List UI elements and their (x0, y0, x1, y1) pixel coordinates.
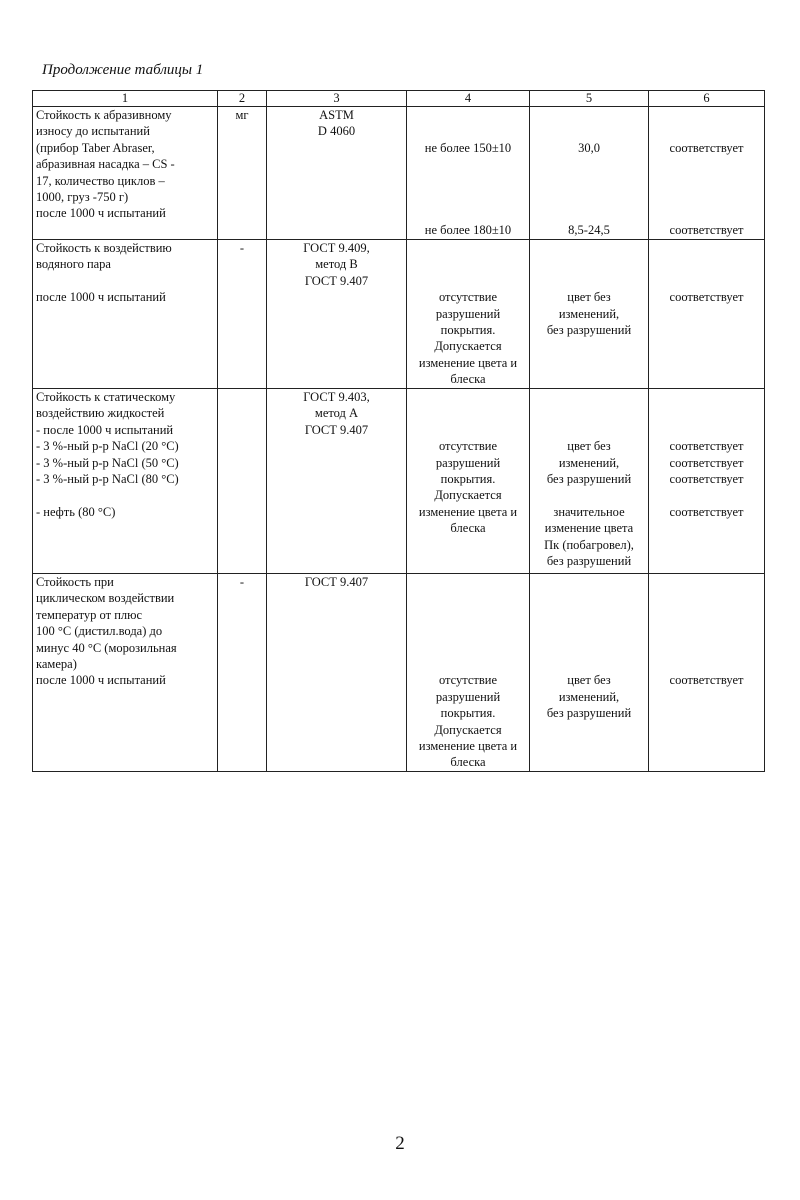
cell-line: ГОСТ 9.407 (304, 575, 369, 589)
cell-line: не более 150±10 (424, 140, 512, 155)
result-cell (530, 240, 649, 389)
cell-line: цвет без (567, 439, 611, 454)
cell-line: водяного пара (36, 257, 111, 272)
cell-line (410, 256, 526, 272)
unit-cell (218, 240, 267, 389)
cell-line: изменение цвета и (418, 739, 518, 754)
cell-line (533, 623, 645, 639)
cell-line (533, 656, 645, 672)
cell-line: циклическом воздействии (36, 591, 175, 606)
cell-line: 30,0 (578, 140, 600, 155)
cell-line: Допускается (434, 339, 502, 354)
cell-line (221, 389, 263, 405)
page-number: 2 (395, 1133, 405, 1154)
cell-line (533, 189, 645, 205)
property-cell (33, 107, 218, 240)
cell-line: 8,5-24,5 (568, 222, 610, 237)
cell-line: цвет без (567, 290, 611, 305)
cell-line: Стойкость к воздействию (36, 241, 172, 255)
cell-line: после 1000 ч испытаний (36, 673, 166, 688)
cell-line: после 1000 ч испытаний (36, 290, 166, 305)
cell-line: покрытия. (440, 706, 496, 721)
cell-line (652, 405, 761, 421)
cell-line: без разрушений (546, 554, 632, 569)
cell-line: Стойкость при (36, 575, 114, 589)
table-caption: Продолжение таблицы 1 (42, 62, 204, 78)
cell-line (652, 156, 761, 172)
cell-line: без разрушений (546, 706, 632, 721)
cell-line: Допускается (434, 488, 502, 503)
cell-line: без разрушений (546, 323, 632, 338)
cell-line (652, 107, 761, 123)
cell-line (652, 487, 761, 503)
requirement-cell (407, 389, 530, 574)
cell-line (533, 405, 645, 421)
cell-line: после 1000 ч испытаний (36, 206, 166, 221)
cell-line (36, 273, 214, 289)
conformity-cell (649, 574, 765, 772)
cell-line: блеска (450, 755, 486, 770)
cell-line: мг (235, 108, 249, 122)
property-cell (33, 240, 218, 389)
cell-line: ASTM (319, 108, 354, 122)
cell-line (410, 156, 526, 172)
cell-line: 17, количество циклов – (36, 173, 165, 188)
cell-line: покрытия. (440, 472, 496, 487)
cell-line: метод А (314, 406, 359, 421)
conformity-cell (649, 240, 765, 389)
cell-line (652, 574, 761, 590)
cell-line (533, 422, 645, 438)
cell-line: соответствует (669, 140, 744, 155)
property-cell (33, 389, 218, 574)
cell-line: Пк (побагровел), (544, 537, 634, 552)
cell-line (410, 273, 526, 289)
cell-line: камера) (36, 657, 77, 672)
cell-line: отсутствие (438, 673, 498, 688)
cell-line (410, 189, 526, 205)
cell-line (410, 123, 526, 139)
results-table (32, 90, 765, 772)
unit-cell (218, 574, 267, 772)
cell-line (410, 607, 526, 623)
cell-line: D 4060 (317, 124, 356, 139)
cell-line (652, 590, 761, 606)
cell-line: воздействию жидкостей (36, 406, 165, 421)
cell-line: соответствует (669, 439, 744, 454)
cell-line: - (239, 575, 245, 589)
cell-line: - 3 %-ный р-р NaCl (80 °С) (36, 472, 179, 487)
result-cell (530, 107, 649, 240)
cell-line (533, 240, 645, 256)
cell-line: соответствует (669, 290, 744, 305)
cell-line (410, 205, 526, 221)
header-cell: 2 (218, 91, 267, 107)
table-row (33, 574, 765, 772)
cell-line (410, 389, 526, 405)
table-row (33, 389, 765, 574)
table-row (33, 107, 765, 240)
cell-line: соответствует (669, 222, 744, 237)
cell-line: изменение цвета и (418, 355, 518, 370)
cell-line (410, 422, 526, 438)
cell-line: значительное (553, 504, 625, 519)
cell-line: изменений, (558, 306, 620, 321)
cell-line: цвет без (567, 673, 611, 688)
cell-line: блеска (450, 521, 486, 536)
cell-line: (прибор Taber Abraser, (36, 140, 155, 155)
cell-line (410, 173, 526, 189)
cell-line (652, 240, 761, 256)
cell-line: соответствует (669, 472, 744, 487)
cell-line (652, 205, 761, 221)
table-row (33, 240, 765, 389)
cell-line: - нефть (80 °С) (36, 504, 116, 519)
cell-line: минус 40 °С (морозильная (36, 640, 177, 655)
cell-line (652, 256, 761, 272)
header-cell: 6 (649, 91, 765, 107)
cell-line: - (239, 241, 245, 255)
header-cell: 4 (407, 91, 530, 107)
cell-line (533, 590, 645, 606)
result-cell (530, 389, 649, 574)
cell-line: ГОСТ 9.407 (304, 273, 369, 288)
cell-line (652, 607, 761, 623)
cell-line (652, 422, 761, 438)
conformity-cell (649, 389, 765, 574)
cell-line (410, 107, 526, 123)
method-cell (267, 389, 407, 574)
requirement-cell (407, 240, 530, 389)
cell-line: износу до испытаний (36, 124, 150, 139)
cell-line (533, 123, 645, 139)
cell-line: отсутствие (438, 439, 498, 454)
cell-line: разрушений (435, 306, 501, 321)
header-cell: 5 (530, 91, 649, 107)
cell-line: Стойкость к статическому (36, 390, 176, 404)
cell-line: изменение цвета и (418, 504, 518, 519)
cell-line: соответствует (669, 673, 744, 688)
cell-line (533, 389, 645, 405)
cell-line (410, 574, 526, 590)
cell-line (410, 590, 526, 606)
cell-line (410, 623, 526, 639)
cell-line: ГОСТ 9.407 (304, 422, 369, 437)
cell-line: блеска (450, 372, 486, 387)
cell-line (410, 405, 526, 421)
cell-line: изменение цвета (544, 521, 634, 536)
cell-line (652, 189, 761, 205)
cell-line (652, 173, 761, 189)
cell-line: абразивная насадка – CS - (36, 157, 175, 172)
cell-line (652, 389, 761, 405)
cell-line: температур от плюс (36, 607, 143, 622)
cell-line: Допускается (434, 722, 502, 737)
cell-line: 1000, груз -750 г) (36, 190, 129, 205)
cell-line (533, 607, 645, 623)
cell-line: разрушений (435, 689, 501, 704)
cell-line (410, 656, 526, 672)
cell-line (533, 107, 645, 123)
method-cell (267, 240, 407, 389)
cell-line: - 3 %-ный р-р NaCl (20 °С) (36, 439, 179, 454)
requirement-cell (407, 574, 530, 772)
cell-line (533, 205, 645, 221)
cell-line: изменений, (558, 689, 620, 704)
cell-line (410, 240, 526, 256)
cell-line (652, 656, 761, 672)
cell-line (410, 640, 526, 656)
cell-line (652, 623, 761, 639)
cell-line (533, 487, 645, 503)
cell-line: 100 °С (дистил.вода) до (36, 624, 163, 639)
cell-line: - 3 %-ный р-р NaCl (50 °С) (36, 455, 179, 470)
cell-line: покрытия. (440, 323, 496, 338)
cell-line (533, 173, 645, 189)
cell-line: - после 1000 ч испытаний (36, 422, 174, 437)
cell-line (652, 273, 761, 289)
cell-line: без разрушений (546, 472, 632, 487)
method-cell (267, 107, 407, 240)
cell-line (533, 273, 645, 289)
unit-cell (218, 107, 267, 240)
cell-line: соответствует (669, 455, 744, 470)
result-cell (530, 574, 649, 772)
cell-line: соответствует (669, 504, 744, 519)
cell-line (533, 574, 645, 590)
cell-line: ГОСТ 9.403, (303, 390, 370, 404)
cell-line: разрушений (435, 455, 501, 470)
cell-line: метод В (315, 257, 358, 272)
cell-line (652, 640, 761, 656)
table-header-row (33, 91, 765, 107)
cell-line (36, 487, 214, 503)
cell-line (533, 156, 645, 172)
cell-line (652, 123, 761, 139)
cell-line (533, 640, 645, 656)
header-cell: 3 (267, 91, 407, 107)
cell-line: отсутствие (438, 290, 498, 305)
cell-line (533, 256, 645, 272)
property-cell (33, 574, 218, 772)
cell-line: изменений, (558, 455, 620, 470)
cell-line: Стойкость к абразивному (36, 108, 172, 122)
method-cell (267, 574, 407, 772)
conformity-cell (649, 107, 765, 240)
unit-cell (218, 389, 267, 574)
header-cell: 1 (33, 91, 218, 107)
cell-line: ГОСТ 9.409, (303, 241, 370, 255)
cell-line: не более 180±10 (424, 222, 512, 237)
requirement-cell (407, 107, 530, 240)
